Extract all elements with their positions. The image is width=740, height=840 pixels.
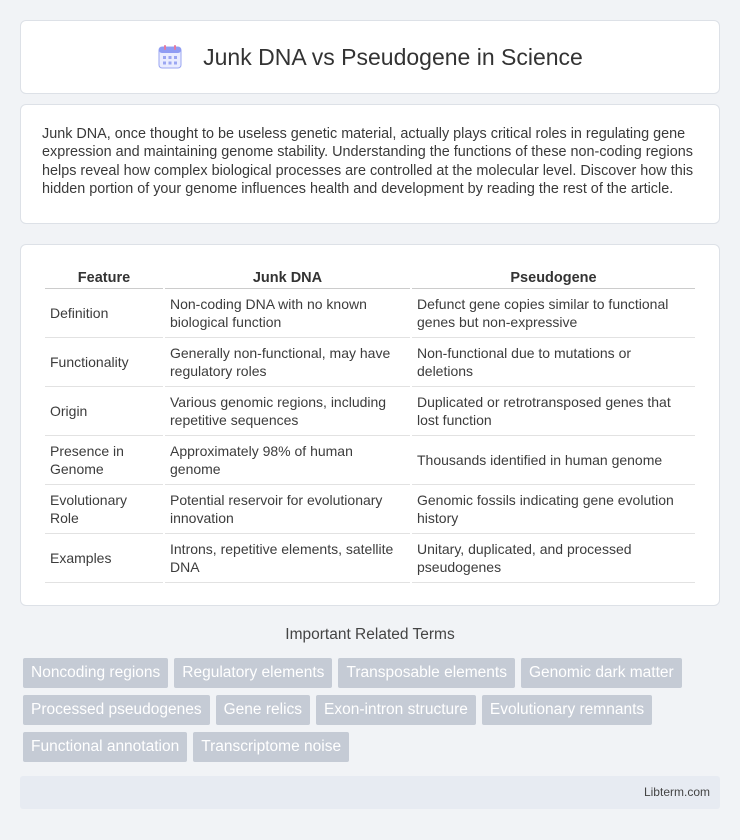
feature-cell: Evolutionary Role bbox=[45, 487, 163, 534]
junk-dna-cell: Generally non-functional, may have regulatory roles bbox=[165, 340, 410, 387]
feature-cell: Origin bbox=[45, 389, 163, 436]
table-header-row bbox=[45, 267, 695, 289]
intro-section bbox=[20, 104, 720, 224]
related-term-tag[interactable]: Gene relics bbox=[216, 695, 310, 725]
related-term-tag[interactable]: Exon-intron structure bbox=[316, 695, 476, 725]
calendar-grid-icon bbox=[157, 44, 183, 70]
pseudogene-cell: Genomic fossils indicating gene evolution history bbox=[412, 487, 695, 534]
related-term-tag[interactable]: Genomic dark matter bbox=[521, 658, 682, 688]
related-terms-list bbox=[23, 658, 723, 769]
pseudogene-cell: Defunct gene copies similar to functional genes but non-expressive bbox=[412, 291, 695, 338]
junk-dna-cell: Various genomic regions, including repetitive sequences bbox=[165, 389, 410, 436]
feature-cell: Examples bbox=[45, 536, 163, 583]
table-row bbox=[45, 389, 695, 436]
junk-dna-cell: Non-coding DNA with no known biological function bbox=[165, 291, 410, 338]
table-row bbox=[45, 291, 695, 338]
page-title: Junk DNA vs Pseudogene in Science bbox=[203, 43, 583, 70]
table-row bbox=[45, 438, 695, 485]
feature-cell: Presence in Genome bbox=[45, 438, 163, 485]
feature-cell: Definition bbox=[45, 291, 163, 338]
related-term-tag[interactable]: Transposable elements bbox=[338, 658, 515, 688]
column-header: Junk DNA bbox=[165, 267, 410, 289]
pseudogene-cell: Thousands identified in human genome bbox=[412, 438, 695, 485]
table-row bbox=[45, 536, 695, 583]
feature-cell: Functionality bbox=[45, 340, 163, 387]
related-term-tag[interactable]: Transcriptome noise bbox=[193, 732, 349, 762]
table-row bbox=[45, 487, 695, 534]
page-header bbox=[20, 20, 720, 94]
related-term-tag[interactable]: Processed pseudogenes bbox=[23, 695, 210, 725]
table-row bbox=[45, 340, 695, 387]
comparison-table-card bbox=[20, 244, 720, 606]
comparison-table bbox=[43, 265, 697, 585]
related-term-tag[interactable]: Evolutionary remnants bbox=[482, 695, 652, 725]
intro-text: Junk DNA, once thought to be useless genetic material, actually plays critical roles in regulating gene expression and maintaining genome stability. Understanding the functions of these non-coding regions helps reveal how complex biological processes are controlled at the molecular level. Discover how this hidden portion of your genome influences health and development by reading the rest of the article. bbox=[42, 126, 694, 198]
column-header: Feature bbox=[45, 267, 163, 289]
related-terms-title: Important Related Terms bbox=[285, 626, 455, 643]
related-term-tag[interactable]: Regulatory elements bbox=[174, 658, 332, 688]
related-term-tag[interactable]: Noncoding regions bbox=[23, 658, 168, 688]
pseudogene-cell: Unitary, duplicated, and processed pseudogenes bbox=[412, 536, 695, 583]
footer-site-link[interactable]: Libterm.com bbox=[643, 785, 710, 799]
pseudogene-cell: Non-functional due to mutations or deletions bbox=[412, 340, 695, 387]
junk-dna-cell: Introns, repetitive elements, satellite DNA bbox=[165, 536, 410, 583]
column-header: Pseudogene bbox=[412, 267, 695, 289]
page-footer bbox=[20, 776, 720, 809]
related-term-tag[interactable]: Functional annotation bbox=[23, 732, 187, 762]
junk-dna-cell: Potential reservoir for evolutionary innovation bbox=[165, 487, 410, 534]
junk-dna-cell: Approximately 98% of human genome bbox=[165, 438, 410, 485]
pseudogene-cell: Duplicated or retrotransposed genes that lost function bbox=[412, 389, 695, 436]
